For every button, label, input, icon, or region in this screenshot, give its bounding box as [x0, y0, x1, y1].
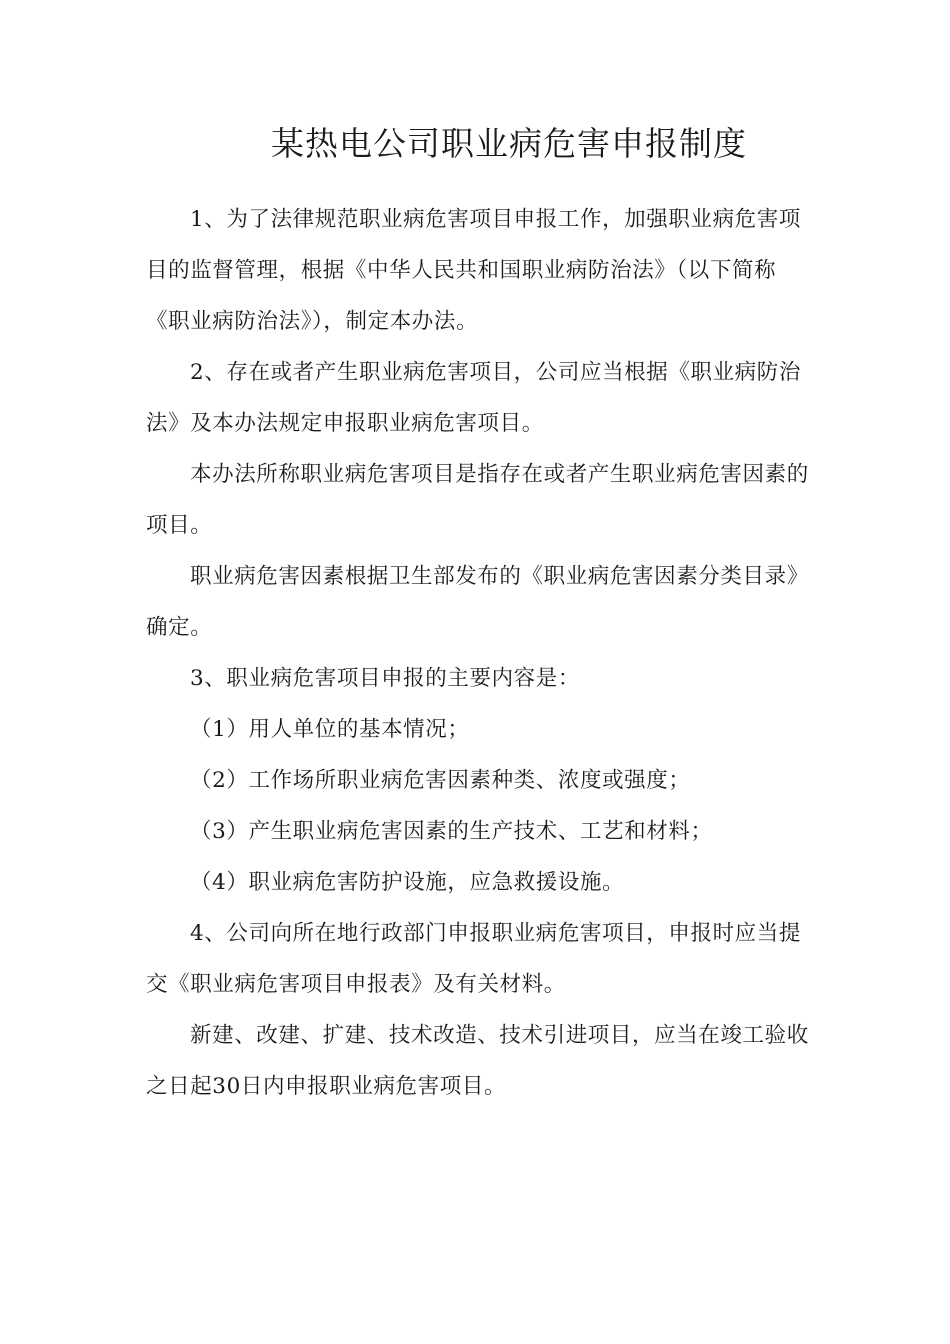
list-item-3: （3）产生职业病危害因素的生产技术、工艺和材料； [190, 819, 713, 844]
paragraph-3: 本办法所称职业病危害项目是指存在或者产生职业病危害因素的项目。 [146, 462, 809, 538]
list-item-4: （4）职业病危害防护设施，应急救援设施。 [190, 870, 625, 895]
paragraph-4: 职业病危害因素根据卫生部发布的《职业病危害因素分类目录》确定。 [146, 564, 809, 640]
paragraph-5: 3、职业病危害项目申报的主要内容是： [190, 666, 580, 691]
paragraph-7: 新建、改建、扩建、技术改造、技术引进项目，应当在竣工验收之日起30日内申报职业病危害项目。 [146, 1023, 809, 1099]
list-item-2: （2）工作场所职业病危害因素种类、浓度或强度； [190, 768, 691, 793]
document-body [146, 194, 810, 1112]
document-title: 某热电公司职业病危害申报制度 [271, 124, 747, 163]
paragraph-2: 2、存在或者产生职业病危害项目，公司应当根据《职业病防治法》及本办法规定申报职业病危害项目。 [146, 360, 801, 436]
list-item-1: （1）用人单位的基本情况； [190, 717, 470, 742]
paragraph-6: 4、公司向所在地行政部门申报职业病危害项目，申报时应当提交《职业病危害项目申报表》及有关材料。 [146, 921, 801, 997]
paragraph-1: 1、为了法律规范职业病危害项目申报工作，加强职业病危害项目的监督管理，根据《中华人民共和国职业病防治法》（以下简称《职业病防治法》），制定本办法。 [146, 207, 801, 334]
